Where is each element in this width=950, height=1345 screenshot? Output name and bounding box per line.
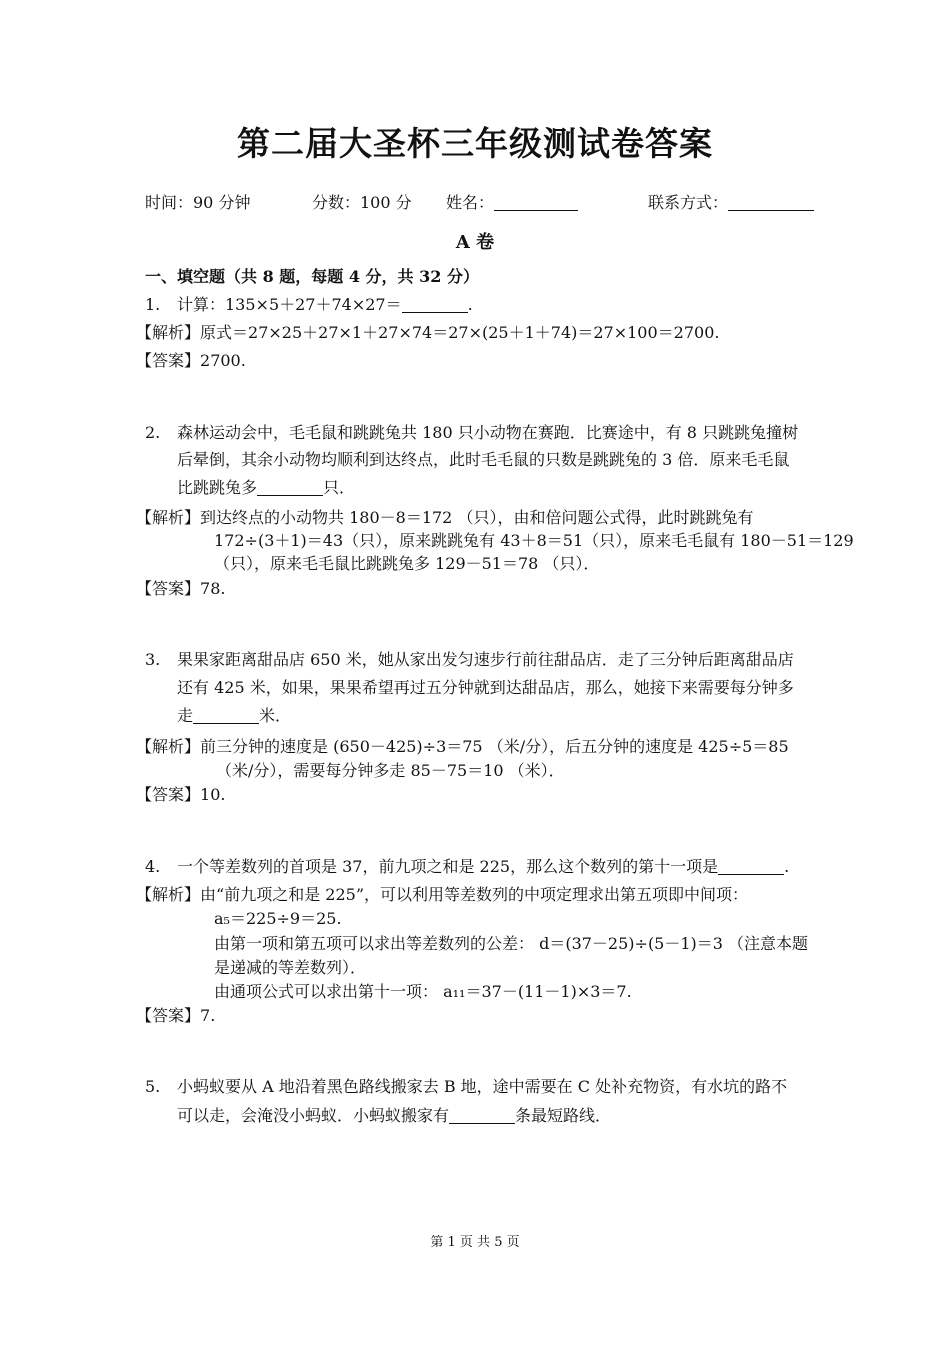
contact-field [648, 190, 814, 213]
answer-blank [257, 479, 323, 496]
question-number: 3. [145, 650, 161, 669]
question-1 [145, 293, 473, 317]
answer-tag: 【答案】 [136, 351, 201, 370]
question-text: 森林运动会中，毛毛鼠和跳跳兔共 180 只小动物在赛跑．比赛途中，有 8 只跳跳兔撞树 [177, 423, 799, 442]
question-text: 条最短路线． [515, 1106, 612, 1125]
name-field [446, 190, 578, 213]
question-2-line-3 [177, 476, 355, 500]
question-number: 1. [145, 295, 161, 314]
answer-2 [136, 576, 225, 599]
analysis-text: 原式＝27×25＋27×1＋27×74＝27×(25＋1＋74)＝27×100＝2700. [200, 323, 720, 342]
answer-4 [136, 1003, 215, 1026]
analysis-4-line-3: 由第一项和第五项可以求出等差数列的公差： d＝(37－25)÷(5－1)＝3 （注意本题 [214, 934, 809, 953]
question-tail: . [467, 295, 473, 314]
analysis-text: 由“前九项之和是 225”，可以利用等差数列的中项定理求出第五项即中间项： [200, 885, 749, 904]
analysis-4-line-2: a₅＝225÷9＝25. [214, 909, 342, 928]
question-text: 走 [177, 706, 194, 725]
section-heading: 一、填空题（共 8 题，每题 4 分，共 32 分） [145, 267, 479, 286]
question-text: 计算：135×5＋27＋74×27＝ [177, 295, 402, 314]
answer-blank [718, 858, 784, 875]
question-2-line-2: 后晕倒，其余小动物均顺利到达终点，此时毛毛鼠的只数是跳跳兔的 3 倍．原来毛毛鼠 [177, 450, 790, 469]
question-tail: . [784, 857, 790, 876]
answer-tag: 【答案】 [136, 785, 201, 804]
analysis-4-line-5: 由通项公式可以求出第十一项： a₁₁＝37－(11－1)×3＝7. [214, 982, 632, 1001]
question-5-line-1 [145, 1075, 787, 1099]
analysis-tag: 【解析】 [136, 508, 201, 527]
question-number: 2. [145, 423, 161, 442]
analysis-2-line-1 [136, 505, 753, 528]
answer-text: 2700. [200, 351, 246, 370]
score-label: 分数：100 分 [312, 193, 412, 212]
time-label: 时间：90 分钟 [145, 193, 251, 212]
analysis-3-line-1 [136, 734, 789, 757]
answer-1 [136, 348, 246, 371]
question-number: 4. [145, 857, 161, 876]
question-3-line-1 [145, 648, 794, 672]
analysis-tag: 【解析】 [136, 885, 201, 904]
question-5-line-2 [177, 1104, 611, 1128]
answer-3 [136, 782, 225, 805]
analysis-tag: 【解析】 [136, 323, 201, 342]
page-title: 第二届大圣杯三年级测试卷答案 [237, 124, 713, 163]
answer-tag: 【答案】 [136, 1006, 201, 1025]
answer-blank [402, 296, 468, 313]
answer-text: 78. [200, 579, 226, 598]
analysis-1 [136, 320, 719, 343]
question-text: 果果家距离甜品店 650 米，她从家出发匀速步行前往甜品店．走了三分钟后距离甜品店 [177, 650, 794, 669]
name-blank [494, 194, 578, 211]
analysis-text: 前三分钟的速度是 (650－425)÷3＝75 （米/分），后五分钟的速度是 425÷5＝85 [200, 737, 789, 756]
answer-tag: 【答案】 [136, 579, 201, 598]
answer-blank [449, 1107, 515, 1124]
answer-text: 10. [200, 785, 226, 804]
question-text: 小蚂蚁要从 A 地沿着黑色路线搬家去 B 地，途中需要在 C 处补充物资，有水坑的路不 [177, 1077, 788, 1096]
answer-text: 7. [200, 1006, 216, 1025]
analysis-4-line-1 [136, 882, 748, 905]
name-label: 姓名： [446, 193, 495, 212]
question-number: 5. [145, 1077, 161, 1096]
answer-blank [193, 707, 259, 724]
question-4 [145, 855, 789, 879]
question-text: 只． [323, 478, 356, 497]
question-2-line-1 [145, 421, 798, 445]
contact-blank [728, 194, 814, 211]
volume-title: A 卷 [455, 232, 495, 253]
question-text: 可以走，会淹没小蚂蚁．小蚂蚁搬家有 [177, 1106, 450, 1125]
question-text: 比跳跳兔多 [177, 478, 258, 497]
question-3-line-2: 还有 425 米，如果，果果希望再过五分钟就到达甜品店，那么，她接下来需要每分钟多 [177, 678, 794, 697]
analysis-2-line-3: （只），原来毛毛鼠比跳跳兔多 129－51＝78 （只）． [214, 554, 600, 573]
analysis-text: 到达终点的小动物共 180－8＝172 （只），由和倍问题公式得，此时跳跳兔有 [200, 508, 754, 527]
analysis-3-line-2: （米/分），需要每分钟多走 85－75＝10 （米）． [216, 761, 565, 780]
question-text: 一个等差数列的首项是 37，前九项之和是 225，那么这个数列的第十一项是 [177, 857, 719, 876]
analysis-2-line-2: 172÷(3＋1)＝43（只），原来跳跳兔有 43＋8＝51（只），原来毛毛鼠有 180－51＝129 [214, 531, 854, 550]
analysis-tag: 【解析】 [136, 737, 201, 756]
question-text: 米． [259, 706, 292, 725]
contact-label: 联系方式： [648, 193, 729, 212]
page-footer: 第 1 页 共 5 页 [430, 1235, 520, 1250]
question-3-line-3 [177, 704, 291, 728]
analysis-4-line-4: 是递减的等差数列）． [214, 958, 367, 977]
